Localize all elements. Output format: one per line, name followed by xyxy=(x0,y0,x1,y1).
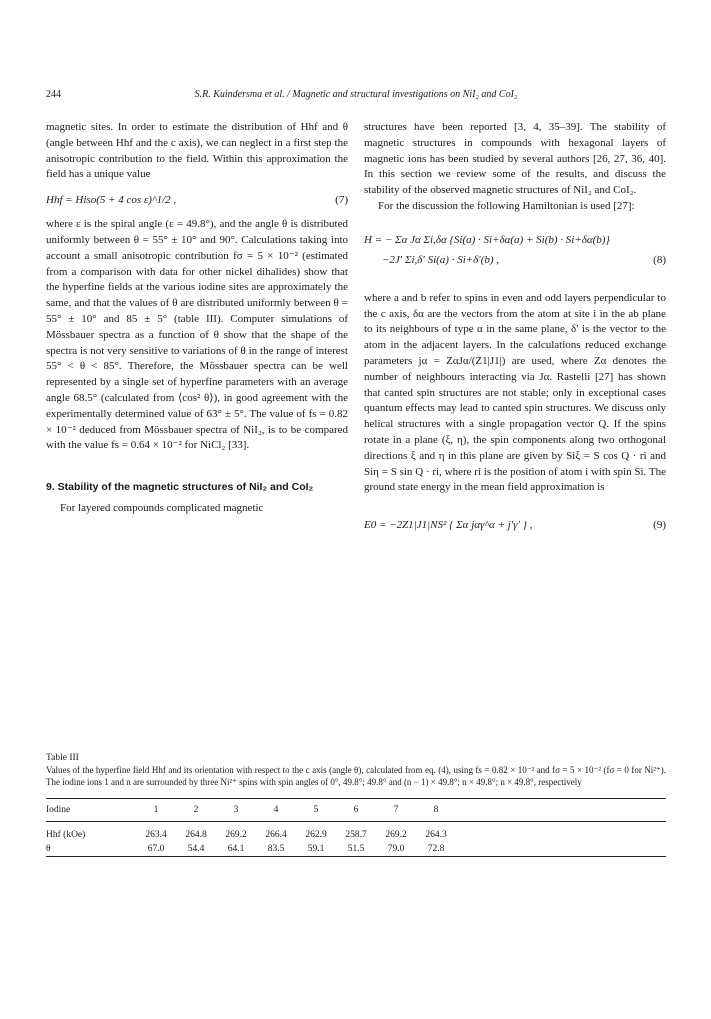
row-label: Hhf (kOe) xyxy=(46,830,86,840)
table-cell: 83.5 xyxy=(267,844,285,854)
page-number: 244 xyxy=(46,89,61,100)
column-header: 6 xyxy=(353,805,359,815)
left-column xyxy=(46,120,348,517)
table-cell: 262.9 xyxy=(305,830,327,840)
equation-9-number: (9) xyxy=(653,519,666,532)
equation-7-number: (7) xyxy=(335,194,348,207)
equation-8 xyxy=(364,222,666,284)
equation-9-body: E0 = −2Z1|J1|NS² { Σα jαγ^α + j′γ′ } , xyxy=(364,519,533,532)
table-cell: 269.2 xyxy=(225,830,247,840)
right-paragraph-3: where a and b refer to spins in even and odd layers perpendicular to the c axis, δα are the vectors from the atom at site i in the ab plane to its neighbours of type α in the same plane, δ′ is the vector to the atom in the adjacent layers. In the calculations reduced exchange parameters jα = ZαJα/(Z1|J1|) are used, where Zα denotes the number of neighbours interacting via Jα. Rastelli [27] has shown that canted spin structures are not stable; only in exceptional cases quantum effects may lead to canted spin structures. We discuss only helical structures with a single propagation vector Q. If the spins rotate in a plane (ξ, η), the spin components along two orthogonal directions ξ and η in this plane are given by Siξ = S cos Q · ri and Siη = S sin Q · ri, where ri is the position of atom i with spin Si. The ground state energy in the mean field approximation is xyxy=(364,291,666,494)
left-paragraph-1: magnetic sites. In order to estimate the distribution of Hhf and θ (angle between Hhf and the c axis), we can neglect in a first step the anisotropic contribution to the field. Within this approximation the field has a unique value xyxy=(46,121,348,181)
equation-8-line-1: H = − Σα Jα Σi,δα {Si(a) · Si+δα(a) + Si(b) · Si+δα(b)} xyxy=(364,233,610,246)
table-filler xyxy=(456,842,666,857)
table-filler xyxy=(456,799,666,822)
column-header: 5 xyxy=(313,805,319,815)
right-paragraph-2: For the discussion the following Hamiltonian is used [27]: xyxy=(378,199,635,212)
right-column xyxy=(364,120,666,545)
column-header: Iodine xyxy=(46,805,71,815)
table-cell: 72.8 xyxy=(427,844,445,854)
data-table xyxy=(46,798,666,857)
table-cell: 59.1 xyxy=(307,844,325,854)
left-paragraph-3: For layered compounds complicated magnetic xyxy=(60,502,264,515)
table-row xyxy=(46,842,666,857)
table-row xyxy=(46,822,666,843)
column-header: 7 xyxy=(393,805,399,815)
section-title: 9. Stability of the magnetic structures of NiI₂ and CoI₂ xyxy=(46,481,314,494)
column-header: 1 xyxy=(153,805,159,815)
table-cell: 64.1 xyxy=(227,844,245,854)
table-cell: 266.4 xyxy=(265,830,287,840)
table-cell: 54.4 xyxy=(187,844,205,854)
table-label: Table III xyxy=(46,753,79,763)
table-caption: Values of the hyperfine field Hhf and its orientation with respect to the c axis (angle θ), calculated from eq. (4), using fs = 0.82 × 10⁻² and fσ = 5 × 10⁻² (fσ = 0 for Ni²⁺). The iodine ions 1 and n are surrounded by three Ni²⁺ spins with spin angles of 0°, 49.8°; 49.8° and (n − 1) × 49.8°; n × 49.8°; n × 49.8°, respectively xyxy=(46,765,666,787)
equation-9 xyxy=(364,512,666,538)
table-cell: 264.8 xyxy=(185,830,207,840)
table-header-row xyxy=(46,799,666,822)
row-label: θ xyxy=(46,844,51,854)
equation-8-number: (8) xyxy=(653,253,666,266)
equation-7 xyxy=(46,190,348,210)
column-header: 2 xyxy=(193,805,199,815)
column-header: 3 xyxy=(233,805,239,815)
table-cell: 79.0 xyxy=(387,844,405,854)
column-header: 8 xyxy=(433,805,439,815)
table-cell: 263.4 xyxy=(145,830,167,840)
left-paragraph-2: where ε is the spiral angle (ε = 49.8°), and the angle θ is distributed uniformly between θ = 55° ± 10° and 90°. Calculations taking into account a small anisotropic contribution fσ = 5 × 10⁻² (estimated from a comparison with data for other nickel dihalides) show that the hyperfine fields at the various iodine sites are approximately the same, and that the values of θ are distributed uniformly between θ = 55° ± 10° and 85 ± 5° (table III). Computer simulations of Mössbauer spectra as a function of θ show that the shape of the spectra is not very sensitive to variations of θ in the range of interest 55° < θ < 85°. Therefore, the Mössbauer spectra can be well represented by a single set of hyperfine parameters with an average angle 68.5° (calculated from ⟨cos² θ⟩), in good agreement with the experimentally determined value of 63° ± 5°. The value of fs = 0.82 × 10⁻² deduced from Mössbauer spectra of NiI₂, is to be compared with the value fs = 0.64 × 10⁻² for NiCl₂ [33]. xyxy=(46,218,348,452)
table-filler xyxy=(456,822,666,843)
equation-8-line-2: −2J′ Σi,δ′ Si(a) · Si+δ′(b) , xyxy=(382,253,500,266)
table-cell: 51.5 xyxy=(347,844,365,854)
equation-7-body: Hhf = Hiso(5 + 4 cos ε)^1/2 , xyxy=(46,194,177,207)
table-cell: 264.3 xyxy=(425,830,447,840)
running-header xyxy=(46,88,666,102)
table-cell: 67.0 xyxy=(147,844,165,854)
table-cell: 258.7 xyxy=(345,830,367,840)
running-title: S.R. Kuindersma et al. / Magnetic and structural investigations on NiI₂ and CoI₂ xyxy=(194,89,518,100)
right-paragraph-1: structures have been reported [3, 4, 35–39]. The stability of magnetic structures in compounds with hexagonal layers of magnetic ions has been studied by several authors [26, 27, 36, 40]. In this section we review some of the results, and discuss the stability of the observed magnetic structures of NiI₂ and CoI₂. xyxy=(364,121,666,197)
column-header: 4 xyxy=(273,805,279,815)
table-cell: 269.2 xyxy=(385,830,407,840)
table-iii xyxy=(46,752,666,857)
